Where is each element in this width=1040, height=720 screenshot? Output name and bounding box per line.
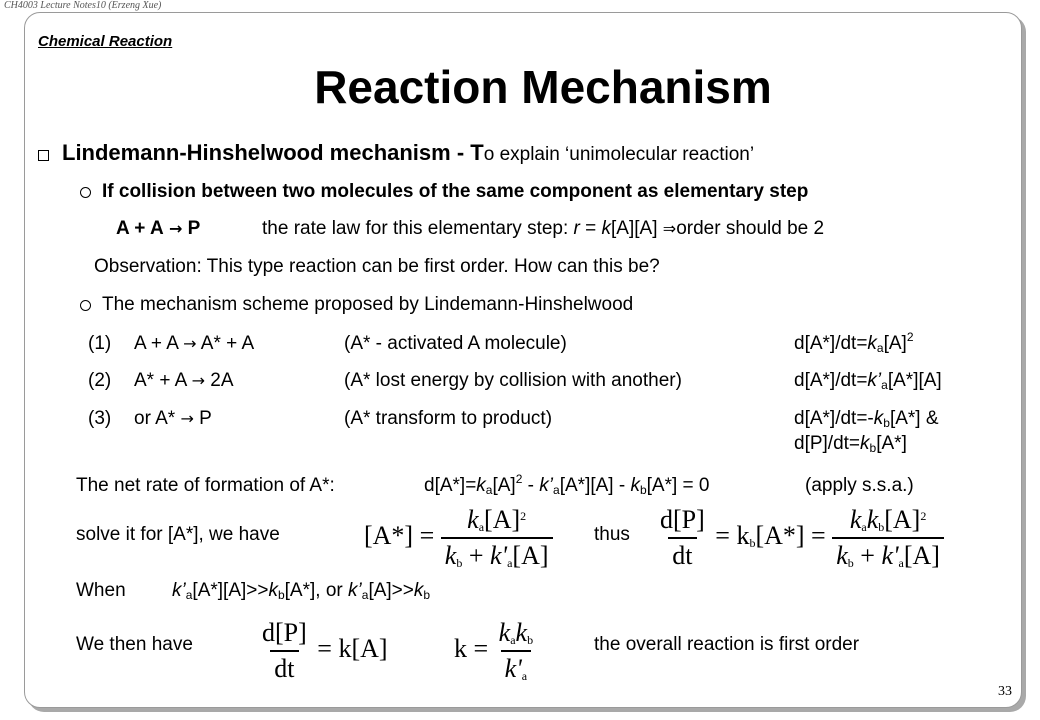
final-dp: d[P]	[262, 618, 307, 647]
nr-s3: b	[639, 483, 647, 497]
dp-numerator: d[P]	[660, 505, 705, 534]
nr-p4: [A*][A] -	[559, 475, 631, 496]
r3b-pre: d[P]/dt=	[794, 433, 861, 454]
rl-conc: [A][A]	[611, 218, 658, 239]
pr-den-s1: b	[847, 556, 854, 570]
heading-bold: Lindemann-Hinshelwood mechanism	[62, 140, 451, 165]
thus-label: thus	[594, 524, 630, 545]
square-bullet-icon	[38, 150, 49, 161]
nr-p1: d[A*]=	[424, 475, 477, 496]
solve-label: solve it for [A*], we have	[76, 524, 280, 545]
pr-den-s2: a	[898, 556, 904, 570]
w-s1: a	[185, 588, 193, 602]
final-dt: dt	[270, 650, 298, 684]
slide-frame	[24, 12, 1022, 708]
r3b-sub: b	[869, 441, 877, 455]
k-d-s: a	[521, 669, 528, 683]
astar-den-plus: +	[462, 541, 490, 570]
astar-num-sup: 2	[520, 509, 527, 523]
k-numerator	[495, 618, 537, 650]
step-1-number: (1)	[88, 333, 112, 354]
circle-bullet-icon	[80, 187, 91, 198]
right-arrow-icon: →	[168, 219, 183, 238]
astar-den-s1: b	[456, 556, 463, 570]
astar-numerator	[463, 505, 530, 537]
step-1-reaction	[134, 333, 254, 355]
r1-pre: d[A*]/dt=	[794, 333, 868, 354]
pr-den-c: [A]	[903, 541, 940, 570]
step-1-left: A + A	[134, 333, 178, 354]
pr-n-sup: 2	[920, 509, 927, 523]
slide-title: Reaction Mechanism	[314, 61, 772, 113]
dp-dt-fraction	[656, 505, 709, 571]
step-2-note: (A* lost energy by collision with another)	[344, 370, 682, 391]
k-denominator	[501, 650, 531, 684]
r1-sub: a	[876, 341, 884, 355]
mechanism-heading	[62, 140, 754, 166]
lecture-notes-header: CH4003 Lecture Notes10 (Erzeng Xue)	[4, 0, 162, 11]
r3b-k: k	[860, 433, 870, 454]
rl-k: k	[601, 218, 612, 239]
w-k4: k	[413, 580, 424, 601]
ssa-note: (apply s.s.a.)	[805, 475, 914, 496]
section-label: Chemical Reaction	[38, 33, 173, 50]
step-1-right: A* + A	[200, 333, 255, 354]
pr-n-c: [A]	[884, 505, 921, 534]
w-s2: b	[277, 588, 285, 602]
right-arrow-icon: →	[191, 371, 205, 390]
product-rate-equation	[656, 505, 944, 571]
final-dp-dt-fraction	[258, 618, 311, 684]
astar-num-c: [A]	[484, 505, 521, 534]
step-3-product-rate	[794, 433, 907, 455]
astar-denominator	[441, 537, 553, 571]
step-3-left: or A*	[134, 408, 176, 429]
nr-p5: [A*] = 0	[646, 475, 710, 496]
step-3-rate	[794, 408, 939, 430]
w-k1: k’	[172, 580, 186, 601]
pr-n-s1: a	[861, 520, 867, 534]
right-arrow-icon: →	[180, 409, 194, 428]
pr-den-k2: k'	[881, 541, 899, 570]
when-label: When	[76, 580, 126, 601]
r1-post: [A]	[883, 333, 907, 354]
w-k2: k	[268, 580, 278, 601]
w-s3: a	[361, 588, 369, 602]
final-rhs: = k[A]	[317, 633, 388, 663]
w-t3: [A]>>	[368, 580, 414, 601]
pr-mid-sub: b	[749, 535, 756, 550]
collision-statement: If collision between two molecules of the same component as elementary step	[102, 181, 809, 202]
nr-k3: k	[630, 475, 640, 496]
r3b-post: [A*]	[876, 433, 907, 454]
nr-s2: a	[553, 483, 560, 497]
first-order-equation	[258, 618, 388, 684]
k-equation	[454, 618, 537, 684]
k-n-k1: k	[498, 618, 511, 647]
r1-k: k	[867, 333, 877, 354]
circle-bullet-icon	[80, 300, 91, 311]
scheme-statement: The mechanism scheme proposed by Lindemann-Hinshelwood	[102, 294, 634, 315]
pr-n-s2: b	[878, 520, 885, 534]
step-3-right: P	[199, 408, 212, 429]
astar-den-c: [A]	[512, 541, 549, 570]
rl-product: P	[187, 218, 201, 239]
astar-den-k1: k	[444, 541, 457, 570]
astar-den-s2: a	[507, 556, 513, 570]
pr-numerator	[846, 505, 931, 537]
nr-p2: [A]	[492, 475, 516, 496]
rate-law-line	[116, 218, 200, 240]
rate-law-text	[262, 218, 824, 240]
w-t1: [A*][A]>>	[192, 580, 269, 601]
pr-den-plus: +	[853, 541, 882, 570]
pr-den-k1: k	[836, 541, 848, 570]
when-condition	[172, 580, 430, 602]
step-3-number: (3)	[88, 408, 112, 429]
astar-num-sub: a	[478, 520, 485, 534]
right-arrow-icon: →	[183, 334, 197, 353]
step-2-number: (2)	[88, 370, 112, 391]
step-2-right: 2A	[210, 370, 234, 391]
rl-eq: =	[579, 218, 602, 239]
r2-post: [A*][A]	[887, 370, 942, 391]
k-n-s2: b	[527, 633, 534, 647]
rl-text: the rate law for this elementary step:	[262, 218, 569, 239]
k-n-s1: a	[510, 633, 516, 647]
r3-pre: d[A*]/dt=-	[794, 408, 874, 429]
pr-denominator	[832, 537, 944, 571]
k-lhs: k =	[454, 633, 489, 663]
dt-denominator: dt	[668, 537, 696, 571]
astar-fraction	[441, 505, 553, 571]
heading-dash: - T	[450, 140, 484, 165]
rl-tail: order should be 2	[676, 218, 825, 239]
pr-fraction	[832, 505, 944, 571]
astar-den-k2: k'	[489, 541, 508, 570]
pr-mid-c: [A*] =	[755, 520, 826, 550]
pr-n-k2: k	[866, 505, 879, 534]
step-2-rate	[794, 370, 942, 392]
net-rate-label: The net rate of formation of A*:	[76, 475, 335, 496]
pr-n-k1: k	[849, 505, 862, 534]
heading-rest: o explain ‘unimolecular reaction’	[483, 144, 755, 165]
step-2-reaction	[134, 370, 234, 392]
nr-p3: -	[522, 475, 540, 496]
r3-sub: b	[883, 416, 890, 430]
step-2-left: A* + A	[134, 370, 187, 391]
r3-post: [A*] &	[889, 408, 939, 429]
r1-sup: 2	[906, 330, 914, 344]
observation-text: Observation: This type reaction can be first order. How can this be?	[94, 256, 660, 277]
nr-k2: k’	[539, 475, 554, 496]
step-3-reaction	[134, 408, 212, 430]
nr-sup: 2	[515, 472, 523, 486]
net-rate-equation	[424, 472, 710, 497]
w-s4: b	[423, 588, 431, 602]
implies-arrow-icon: ⇒	[662, 219, 677, 238]
r2-sub: a	[881, 378, 888, 392]
r2-k: k’	[867, 370, 882, 391]
conclusion-text: the overall reaction is first order	[594, 634, 860, 655]
nr-k1: k	[476, 475, 486, 496]
step-3-note: (A* transform to product)	[344, 408, 553, 429]
w-k3: k’	[348, 580, 362, 601]
astar-lhs: [A*] =	[364, 520, 435, 550]
k-n-k2: k	[515, 618, 528, 647]
pr-eq-mid: = k	[715, 520, 750, 550]
page-number: 33	[998, 684, 1012, 699]
k-d-k: k'	[504, 654, 522, 683]
w-t2: [A*], or	[284, 580, 349, 601]
step-1-note: (A* - activated A molecule)	[344, 333, 567, 354]
rl-reaction: A + A	[116, 218, 164, 239]
astar-num-k: k	[467, 505, 479, 534]
step-1-rate	[794, 330, 914, 355]
nr-s1: a	[485, 483, 493, 497]
a-star-equation	[364, 505, 553, 571]
we-then-have-label: We then have	[76, 634, 193, 655]
r3-k: k	[873, 408, 884, 429]
k-fraction	[495, 618, 537, 684]
r2-pre: d[A*]/dt=	[794, 370, 868, 391]
rl-r: r	[573, 218, 580, 239]
